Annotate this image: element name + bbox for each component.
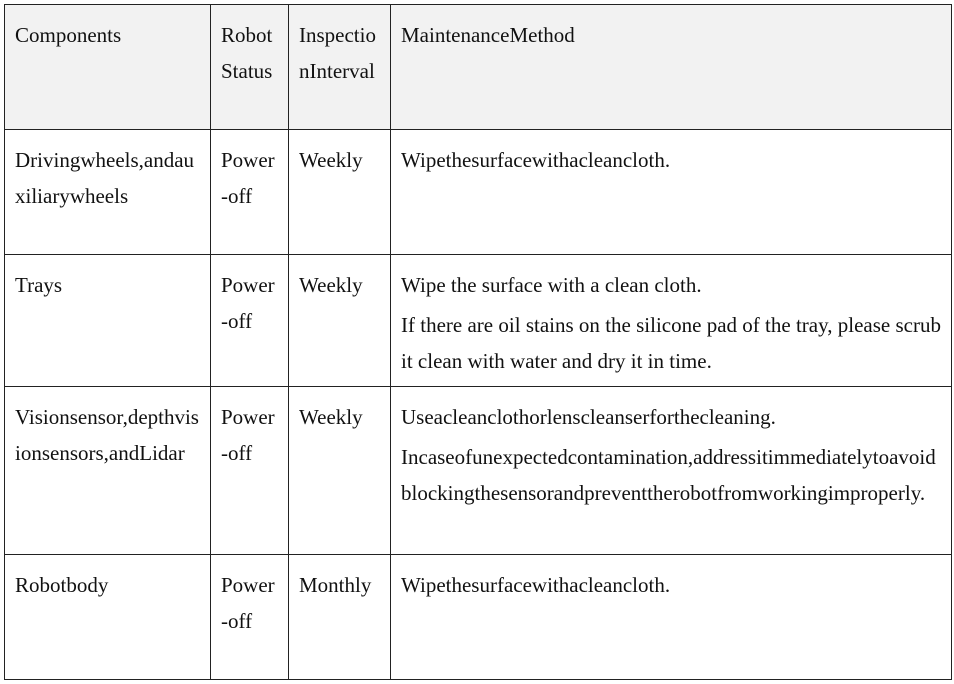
- method-text: Wipe the surface with a clean cloth.: [401, 273, 702, 297]
- cell-component: Trays: [5, 255, 211, 387]
- cell-status: Power-off: [211, 130, 289, 255]
- table-header: [5, 5, 952, 130]
- cell-method: [391, 555, 952, 680]
- method-text: Wipethesurfacewithacleancloth.: [401, 573, 671, 597]
- cell-interval: Weekly: [289, 387, 391, 555]
- cell-method: [391, 130, 952, 255]
- cell-interval: Monthly: [289, 555, 391, 680]
- method-text: If there are oil stains on the silicone pad of the tray, please scrub it clean with water and dry it in time.: [401, 313, 941, 373]
- cell-method: [391, 255, 952, 387]
- cell-interval: Weekly: [289, 255, 391, 387]
- table-row: [5, 130, 952, 255]
- table-row: [5, 555, 952, 680]
- cell-interval: Weekly: [289, 130, 391, 255]
- method-text: Incaseofunexpectedcontamination,addressitimmediatelytoavoidblockingthesensorandpreventtherobotfromworkingimproperly.: [401, 445, 936, 505]
- method-text: Wipethesurfacewithacleancloth.: [401, 148, 671, 172]
- maintenance-table: [4, 4, 952, 680]
- cell-status: Power-off: [211, 387, 289, 555]
- table-body: [5, 130, 952, 680]
- cell-component: Visionsensor,depthvisionsensors,andLidar: [5, 387, 211, 555]
- header-maintenance-method: MaintenanceMethod: [391, 5, 952, 130]
- cell-component: Drivingwheels,andauxiliarywheels: [5, 130, 211, 255]
- cell-status: Power-off: [211, 555, 289, 680]
- cell-method: [391, 387, 952, 555]
- method-text: Useacleanclothorlenscleanserforthecleaning.: [401, 405, 776, 429]
- header-components: Components: [5, 5, 211, 130]
- cell-component: Robotbody: [5, 555, 211, 680]
- header-inspection-interval: InspectionInterval: [289, 5, 391, 130]
- header-robot-status: RobotStatus: [211, 5, 289, 130]
- header-row: [5, 5, 952, 130]
- cell-status: Power-off: [211, 255, 289, 387]
- table-row: [5, 255, 952, 387]
- table-row: [5, 387, 952, 555]
